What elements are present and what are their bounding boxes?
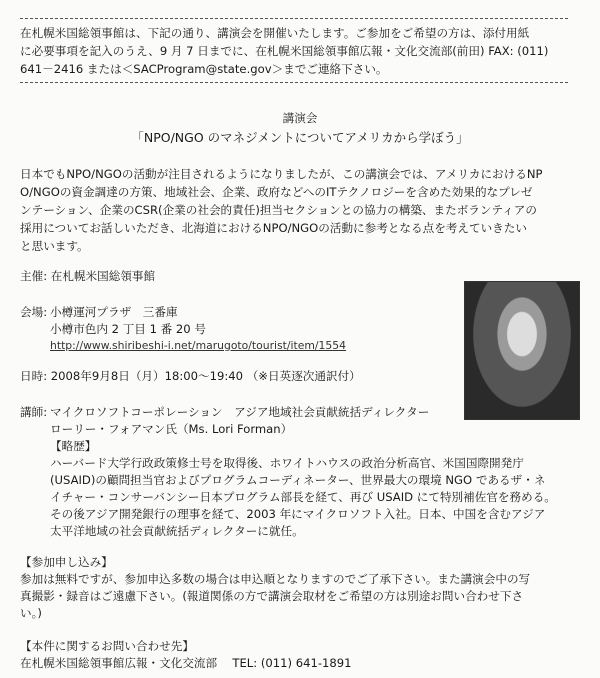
venue-label: 会場:	[20, 305, 48, 319]
notice-line-3: 641－2416 または＜SACProgram@state.gov＞までご連絡下さい。	[20, 62, 388, 76]
event-date: 日時: 2008年9月8日（月）18:00～19:40 （※日英逐次通訳付）	[20, 369, 361, 383]
venue-address: 小樽市色内 2 丁目 1 番 20 号	[50, 322, 206, 336]
notice-line-1: 在札幌米国総領事館は、下記の通り、講演会を開催いたします。ご参加をご希望の方は、添付用紙	[20, 26, 530, 40]
contact-heading: 【本件に関するお問い合わせ先】	[20, 639, 194, 653]
intro-line-3: ンテーション、企業のCSR(企業の社会的責任)担当セクションとの協力の構築、またボランティアの	[20, 203, 537, 217]
bio-heading: 【略歴】	[50, 439, 97, 453]
apply-line-1: 参加は無料ですが、参加申込多数の場合は申込順となりますのでご了承下さい。また講演会中の写	[20, 572, 531, 586]
top-divider	[20, 18, 568, 19]
event-title: 「NPO/NGO のマネジメントについてアメリカから学ぼう」	[131, 130, 469, 145]
bio-line-2: (USAID)の顧問担当官およびプログラムコーディネーター、世界最大の環境 NGO であるザ・ネ	[50, 473, 546, 487]
apply-line-3: い。)	[20, 606, 42, 620]
bio-line-3: イチャー・コンサーバンシー日本プログラム部長を経て、再び USAID にて特別補佐官を務める。	[50, 490, 556, 504]
bio-line-1: ハーバード大学行政政策修士号を取得後、ホワイトハウスの政治分析高官、米国国際開発庁	[50, 456, 524, 470]
notice-line-2: に必要事項を記入のうえ、9 月 7 日までに、在札幌米国総領事館広報・文化交流部(前田) FAX: (011)	[20, 44, 549, 58]
apply-heading: 【参加申し込み】	[20, 555, 113, 569]
host: 主催: 在札幌米国総領事館	[20, 269, 156, 283]
bio-line-5: 太平洋地域の社会貢献統括ディレクターに就任。	[50, 524, 304, 538]
bio-line-4: その後アジア開発銀行の理事を経て、2003 年にマイクロソフト入社。日本、中国を含むアジア	[50, 507, 546, 521]
venue-url-link[interactable]: http://www.shiribeshi-i.net/marugoto/tourist/item/1554	[50, 339, 347, 352]
intro-line-5: と思います。	[20, 239, 89, 253]
intro-line-2: O/NGOの資金調達の方策、地域社会、企業、政府などへのITテクノロジーを含めた効果的なプレゼ	[20, 185, 533, 199]
speaker-photo	[464, 281, 580, 420]
event-heading: 講演会	[282, 111, 318, 125]
speaker-label: 講師:	[20, 405, 48, 419]
intro-line-1: 日本でもNPO/NGOの活動が注目されるようになりましたが、この講演会では、アメリカにおけるNP	[20, 167, 543, 181]
notice-divider	[20, 82, 568, 83]
apply-line-2: 真撮影・録音はご遠慮下さい。(報道関係の方で講演会取材をご希望の方は別途お問い合わせ下さ	[20, 589, 524, 603]
venue-name: 小樽運河プラザ 三番庫	[50, 305, 178, 319]
contact-line: 在札幌米国総領事館広報・文化交流部 TEL: (011) 641-1891	[20, 656, 352, 670]
speaker-org: マイクロソフトコーポレーション アジア地域社会貢献統括ディレクター	[50, 405, 430, 419]
speaker-name: ローリー・フォアマン氏（Ms. Lori Forman）	[50, 422, 293, 436]
intro-line-4: 採用についてお話しいただき、北海道におけるNPO/NGOの活動に参考となる点を考えていきたい	[20, 221, 527, 235]
